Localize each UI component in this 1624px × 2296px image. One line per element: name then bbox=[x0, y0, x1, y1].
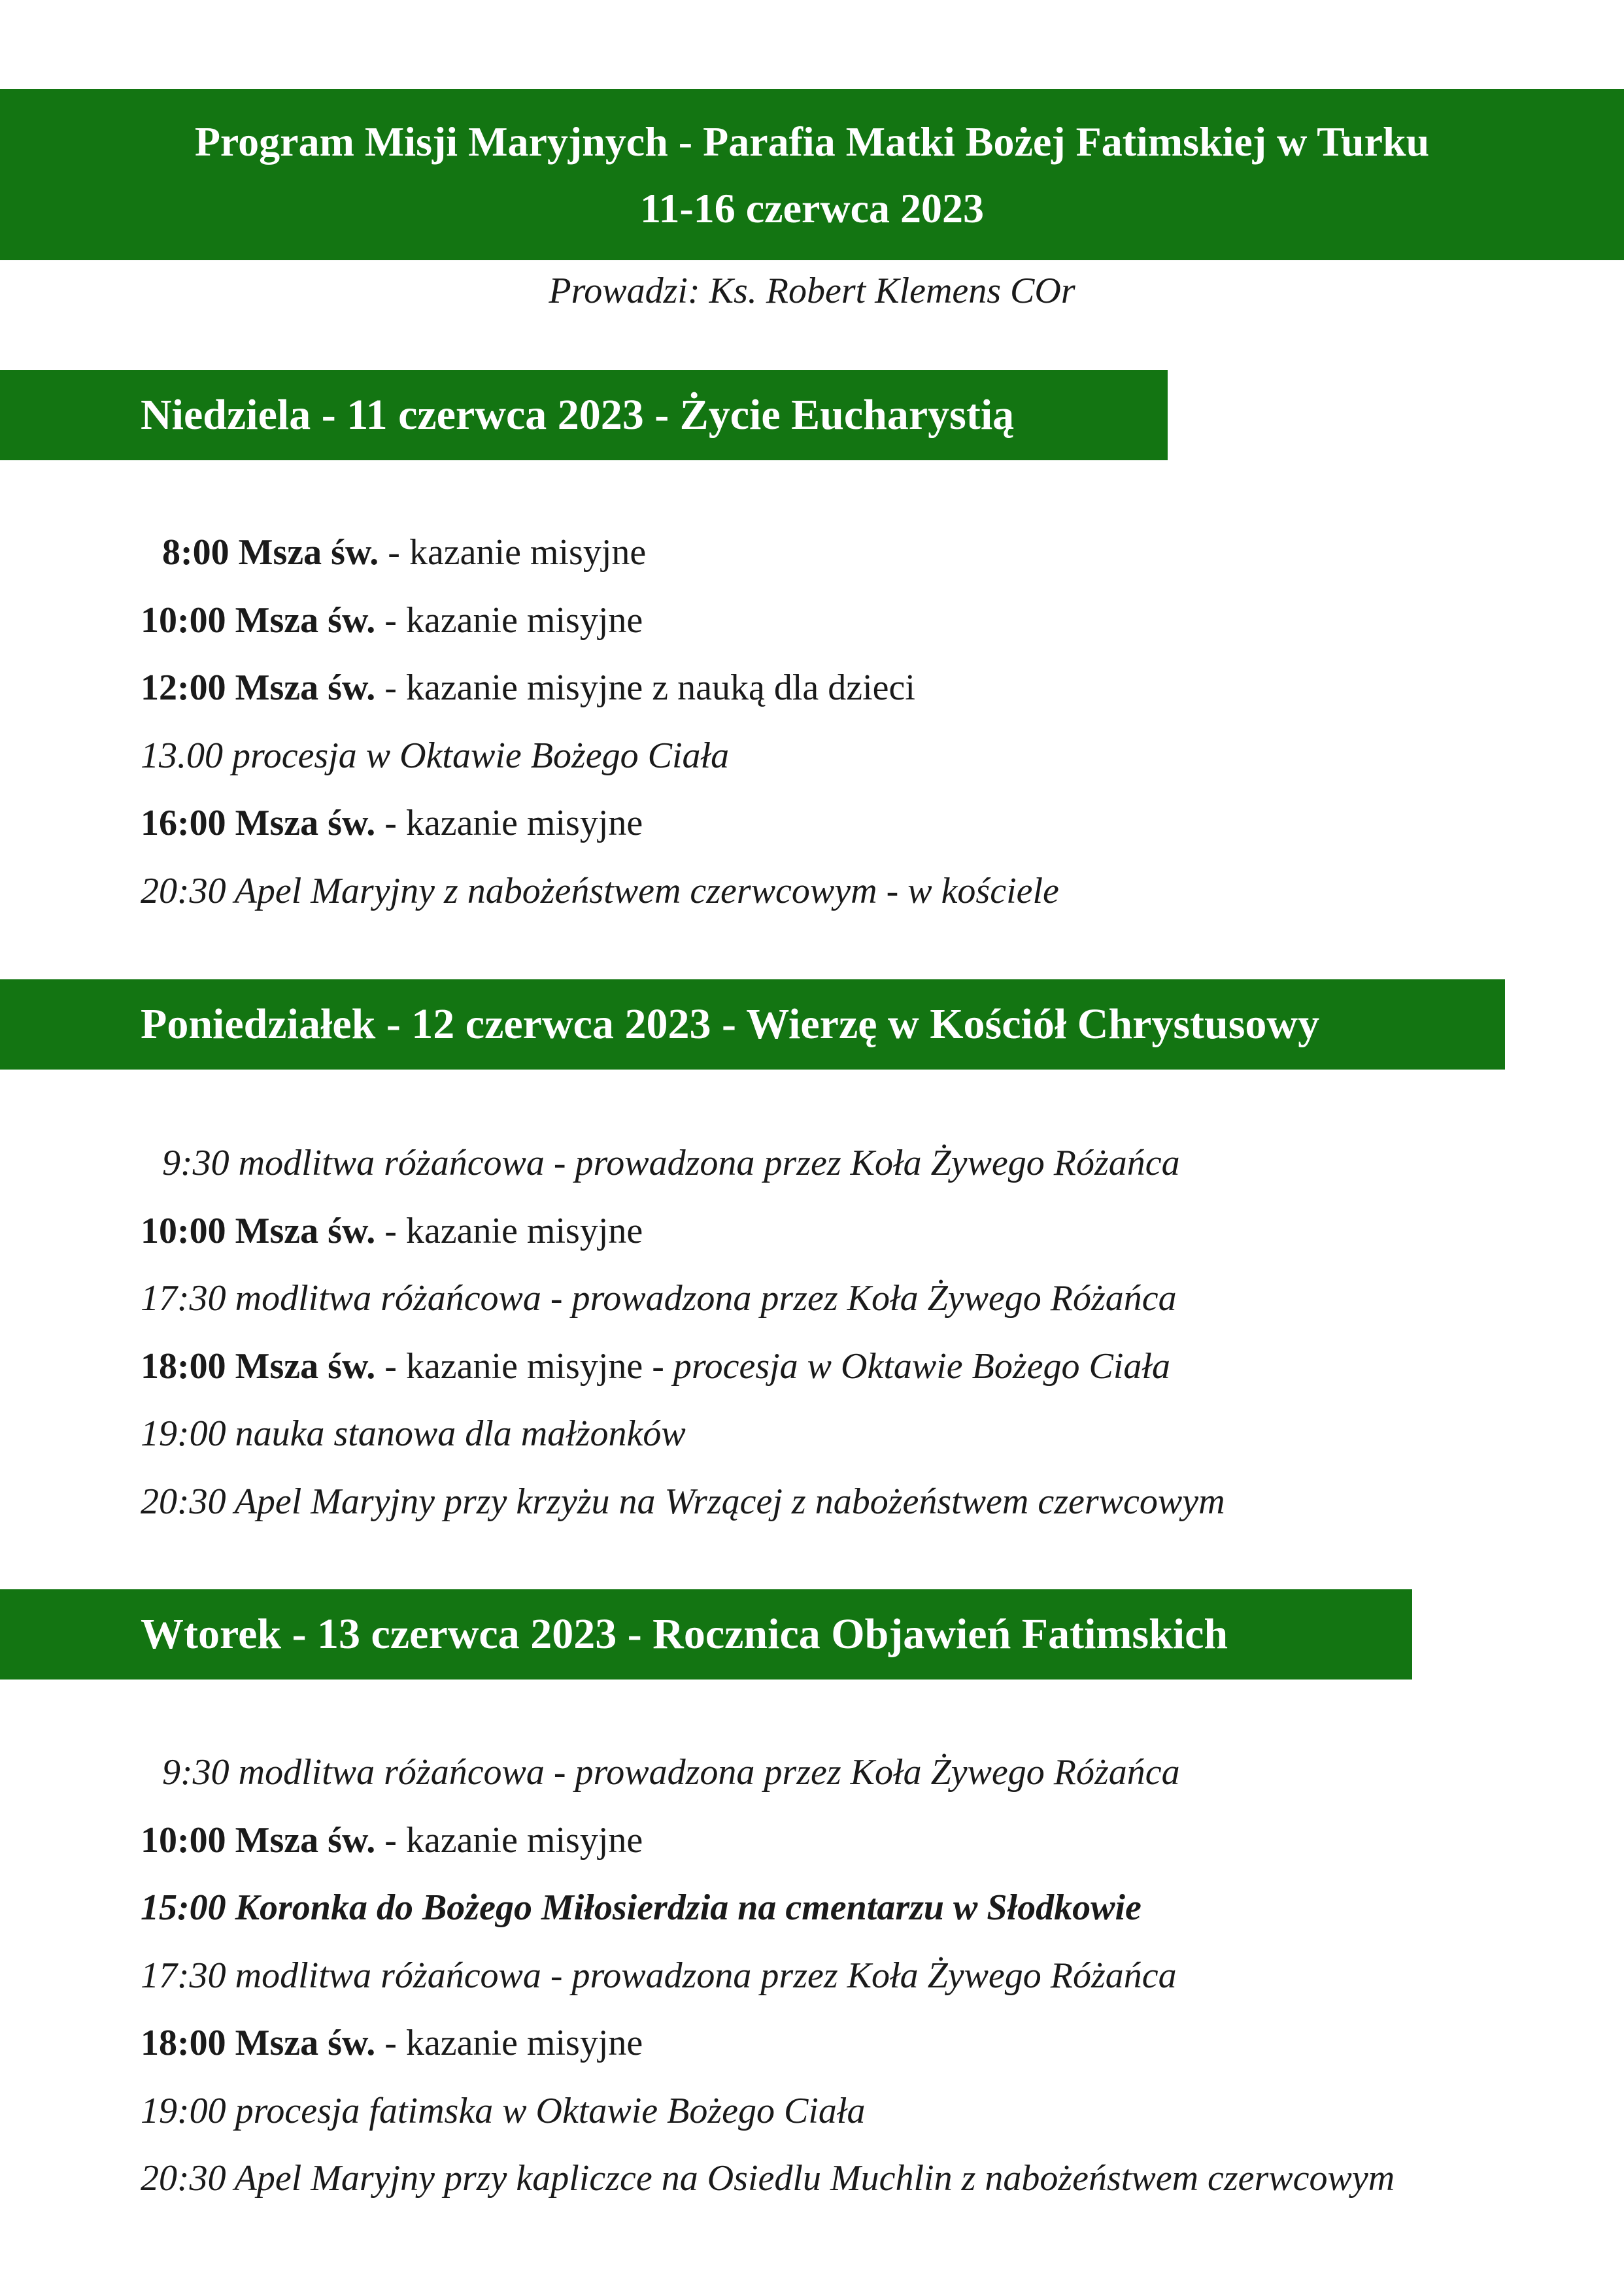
event-text: 9:30 modlitwa różańcowa - prowadzona przez Koła Żywego Różańca bbox=[162, 1752, 1180, 1793]
event-item bbox=[141, 1333, 1225, 1401]
day-heading-sunday: Niedziela - 11 czerwca 2023 - Życie Eucharystią bbox=[0, 370, 1168, 460]
event-item bbox=[141, 1942, 1395, 2010]
event-description: - kazanie misyjne z nauką dla dzieci bbox=[375, 667, 915, 708]
event-description: - kazanie misyjne bbox=[375, 803, 643, 843]
event-item bbox=[141, 519, 1059, 587]
event-text: 19:00 nauka stanowa dla małżonków bbox=[141, 1413, 686, 1454]
event-item bbox=[141, 722, 1059, 790]
event-time-title: 18:00 Msza św. bbox=[141, 2023, 376, 2063]
event-list-sunday bbox=[141, 519, 1059, 925]
event-text: 17:30 modlitwa różańcowa - prowadzona przez Koła Żywego Różańca bbox=[141, 1955, 1177, 1996]
event-item bbox=[141, 2145, 1395, 2213]
event-item bbox=[141, 654, 1059, 722]
event-item bbox=[141, 1400, 1225, 1468]
event-item bbox=[141, 1739, 1395, 1807]
day-heading-monday: Poniedziałek - 12 czerwca 2023 - Wierzę w Kościół Chrystusowy bbox=[0, 979, 1505, 1070]
event-time-title: 10:00 Msza św. bbox=[141, 1819, 376, 1861]
event-text: 9:30 modlitwa różańcowa - prowadzona przez Koła Żywego Różańca bbox=[162, 1143, 1180, 1183]
event-time-title: 10:00 Msza św. bbox=[141, 1210, 376, 1251]
event-text: 19:00 procesja fatimska w Oktawie Bożego Ciała bbox=[141, 2090, 866, 2131]
event-item bbox=[141, 790, 1059, 858]
event-item bbox=[141, 587, 1059, 655]
event-list-tuesday bbox=[141, 1739, 1395, 2213]
event-description: - kazanie misyjne - bbox=[375, 1345, 673, 1387]
event-time-title: 10:00 Msza św. bbox=[141, 599, 376, 641]
page-title: Program Misji Maryjnych - Parafia Matki Bożej Fatimskiej w Turku bbox=[194, 118, 1430, 165]
event-time-title: 16:00 Msza św. bbox=[141, 803, 376, 843]
event-item bbox=[141, 1130, 1225, 1198]
event-description: - kazanie misyjne bbox=[375, 1819, 643, 1861]
event-text: 17:30 modlitwa różańcowa - prowadzona przez Koła Żywego Różańca bbox=[141, 1278, 1177, 1319]
event-note: procesja w Oktawie Bożego Ciała bbox=[673, 1345, 1170, 1387]
event-time-title: 18:00 Msza św. bbox=[141, 1345, 376, 1387]
event-description: - kazanie misyjne bbox=[375, 2023, 643, 2063]
event-description: - kazanie misyjne bbox=[375, 1210, 643, 1251]
event-list-monday bbox=[141, 1130, 1225, 1536]
event-item bbox=[141, 1198, 1225, 1266]
event-item bbox=[141, 1874, 1395, 1942]
event-item bbox=[141, 858, 1059, 926]
day-heading-tuesday: Wtorek - 13 czerwca 2023 - Rocznica Objawień Fatimskich bbox=[0, 1589, 1412, 1680]
event-item bbox=[141, 2078, 1395, 2146]
page-subtitle: Prowadzi: Ks. Robert Klemens COr bbox=[549, 271, 1075, 311]
page-dates: 11-16 czerwca 2023 bbox=[639, 185, 985, 231]
event-item bbox=[141, 1807, 1395, 1875]
event-description: - kazanie misyjne bbox=[379, 532, 647, 573]
event-text: 20:30 Apel Maryjny z nabożeństwem czerwcowym - w kościele bbox=[141, 870, 1059, 911]
event-item bbox=[141, 1468, 1225, 1536]
event-text: 13.00 procesja w Oktawie Bożego Ciała bbox=[141, 735, 730, 776]
title-banner bbox=[0, 89, 1624, 260]
event-text: 20:30 Apel Maryjny przy kapliczce na Osiedlu Muchlin z nabożeństwem czerwcowym bbox=[141, 2158, 1395, 2199]
event-time-title: 8:00 Msza św. bbox=[162, 532, 379, 573]
event-item bbox=[141, 2010, 1395, 2078]
event-text: 20:30 Apel Maryjny przy krzyżu na Wrzącej z nabożeństwem czerwcowym bbox=[141, 1481, 1225, 1522]
event-item bbox=[141, 1265, 1225, 1333]
event-time-title: 12:00 Msza św. bbox=[141, 667, 376, 708]
event-description: - kazanie misyjne bbox=[375, 599, 643, 641]
event-text: 15:00 Koronka do Bożego Miłosierdzia na cmentarzu w Słodkowie bbox=[141, 1887, 1142, 1928]
